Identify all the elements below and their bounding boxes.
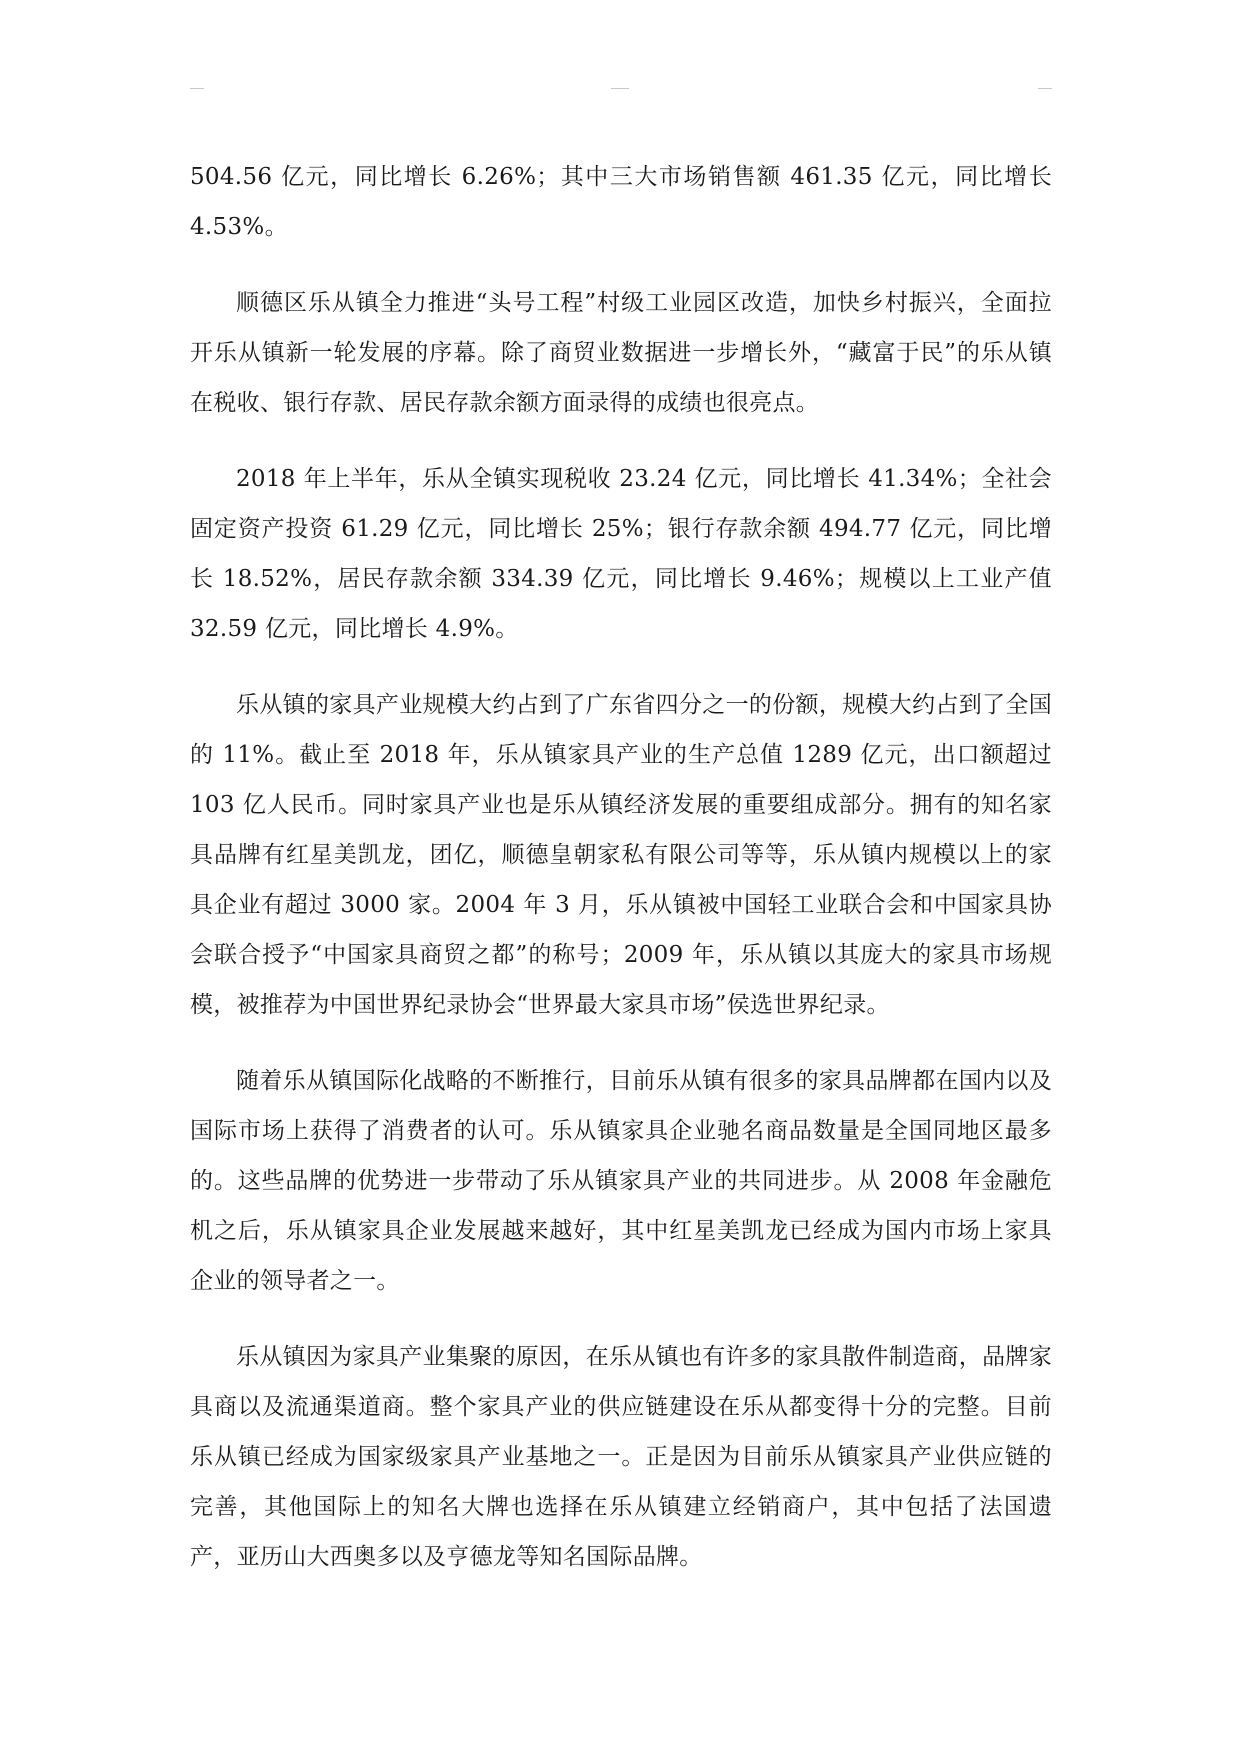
paragraph-continuation: 504.56 亿元，同比增长 6.26%；其中三大市场销售额 461.35 亿元，同比增长 4.53%。 (190, 164, 1052, 240)
document-body (190, 152, 1052, 1608)
paragraph-furniture-industry-scale: 乐从镇的家具产业规模大约占到了广东省四分之一的份额，规模大约占到了全国的 11%。截止至 2018 年，乐从镇家具产业的生产总值 1289 亿元，出口额超过 103 亿人民币。同时家具产业也是乐从镇经济发展的重要组成部分。拥有的知名家具品牌有红星美凯龙，团亿，顺德皇朝家私有限公司等等，乐从镇内规模以上的家具企业有超过 3000 家。2004 年 3 月，乐从镇被中国轻工业联合会和中国家具协会联合授予“中国家具商贸之都”的称号；2009 年，乐从镇以其庞大的家具市场规模，被推荐为中国世界纪录协会“世界最大家具市场”侯选世界纪录。 (190, 692, 1052, 1018)
paragraph-2018-h1-statistics: 2018 年上半年，乐从全镇实现税收 23.24 亿元，同比增长 41.34%；全社会固定资产投资 61.29 亿元，同比增长 25%；银行存款余额 494.77 亿元，同比增长 18.52%，居民存款余额 334.39 亿元，同比增长 9.46%；规模以上工业产值 32.59 亿元，同比增长 4.9%。 (190, 466, 1052, 642)
paragraph-village-park-renovation: 顺德区乐从镇全力推进“头号工程”村级工业园区改造，加快乡村振兴，全面拉开乐从镇新一轮发展的序幕。除了商贸业数据进一步增长外，“藏富于民”的乐从镇在税收、银行存款、居民存款余额方面录得的成绩也很亮点。 (190, 290, 1052, 416)
header-mark-left (190, 88, 204, 89)
header-mark-center (611, 88, 629, 89)
paragraph-supply-chain: 乐从镇因为家具产业集聚的原因，在乐从镇也有许多的家具散件制造商，品牌家具商以及流通渠道商。整个家具产业的供应链建设在乐从都变得十分的完整。目前乐从镇已经成为国家级家具产业基地之一。正是因为目前乐从镇家具产业供应链的完善，其他国际上的知名大牌也选择在乐从镇建立经销商户，其中包括了法国遗产，亚历山大西奥多以及亨德龙等知名国际品牌。 (190, 1344, 1052, 1570)
page-header-marks (0, 88, 1241, 90)
header-mark-right (1038, 88, 1052, 89)
paragraph-internationalization: 随着乐从镇国际化战略的不断推行，目前乐从镇有很多的家具品牌都在国内以及国际市场上获得了消费者的认可。乐从镇家具企业驰名商品数量是全国同地区最多的。这些品牌的优势进一步带动了乐从镇家具产业的共同进步。从 2008 年金融危机之后，乐从镇家具企业发展越来越好，其中红星美凯龙已经成为国内市场上家具企业的领导者之一。 (190, 1068, 1052, 1294)
